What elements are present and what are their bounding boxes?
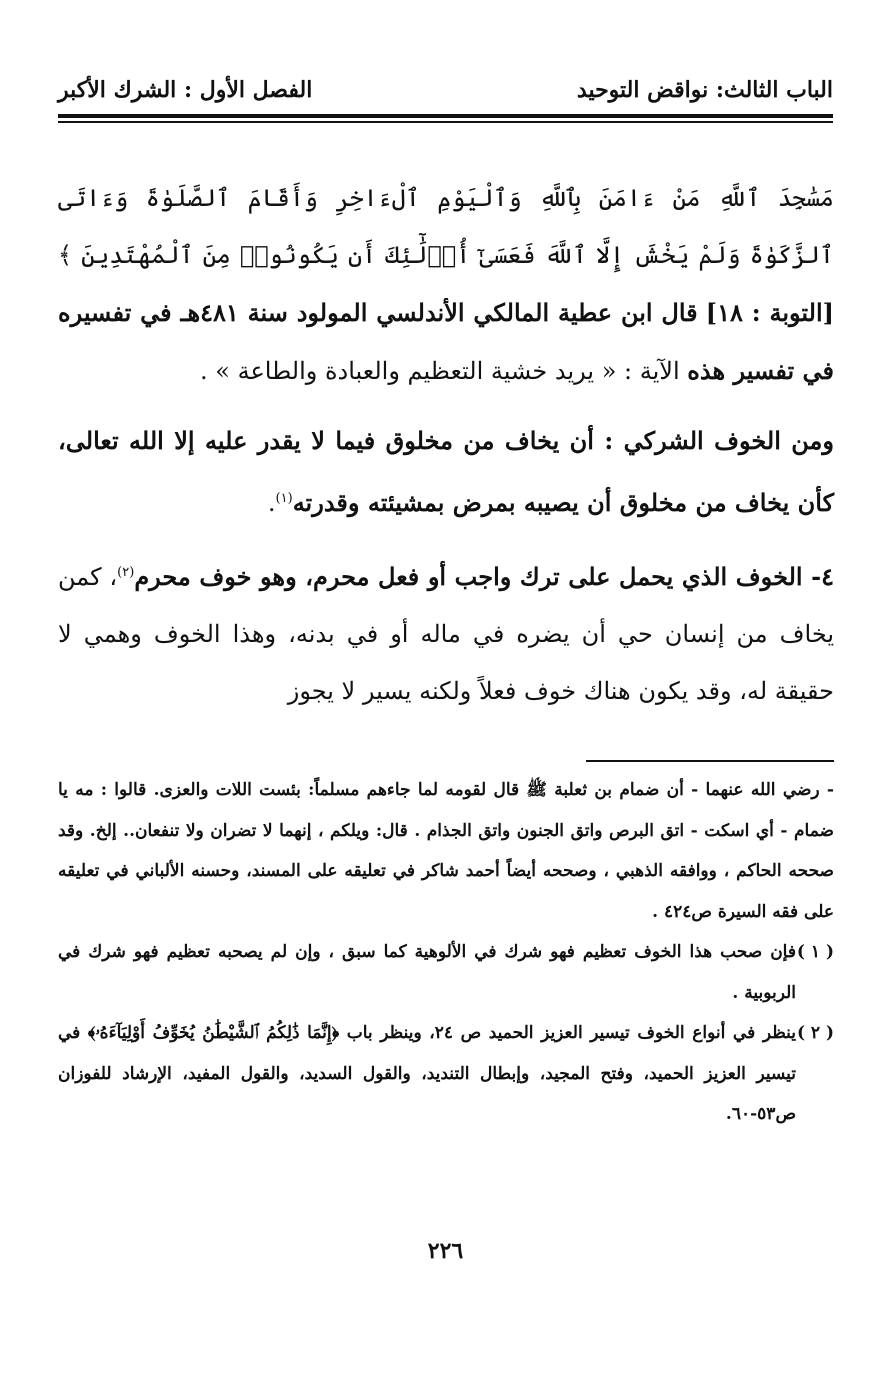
footnote-2-quran: ﴿إِنَّمَا ذَٰلِكُمُ ٱلشَّيْطَٰنُ يُخَوِّفُ أَوْلِيَآءَهُۥ﴾ (87, 1023, 340, 1043)
header-section-title: الفصل الأول : الشرك الأكبر (58, 77, 313, 103)
citation-quote: الآية : « يريد خشية التعظيم والعبادة والطاعة » . (200, 357, 680, 385)
forbidden-fear-text: ، كمن يخاف من إنسان حي أن يضره في ماله أو في بدنه، وهذا الخوف وهمي لا حقيقة له، وقد يكون هناك خوف فعلاً ولكنه يسير لا يجوز (58, 563, 834, 705)
header-chapter-title: الباب الثالث: نواقض التوحيد (576, 77, 833, 103)
footnote-1-number: ( ١ ) (796, 942, 834, 962)
footnotes (58, 770, 834, 1135)
running-header (58, 70, 833, 110)
footnote-2-text-a: ينظر في أنواع الخوف تيسير العزيز الحميد ص ٢٤، وينظر باب (346, 1023, 797, 1043)
page-number: ٢٢٦ (427, 1238, 464, 1264)
footnote-1 (58, 932, 834, 1013)
forbidden-fear-heading: ٤- الخوف الذي يحمل على ترك واجب أو فعل محرم، وهو خوف محرم (134, 562, 834, 591)
paragraph-forbidden-fear (58, 544, 834, 720)
footnote-ref-1: (١) (275, 491, 293, 506)
paragraph-quran-verse (58, 170, 834, 400)
footnote-separator (586, 760, 834, 762)
sentence-end: . (267, 489, 276, 517)
citation-intro: قال ابن عطية المالكي الأندلسي المولود سنة ٤٨١هـ في تفسيره في تفسير هذه (58, 298, 834, 385)
footnote-1-text: فإن صحب هذا الخوف تعظيم فهو شرك في الألوهية كما سبق ، وإن لم يصحبه تعظيم فهو شرك في الربوبية . (58, 942, 796, 1003)
quran-verse: مَسَٰجِدَ ٱللَّهِ مَنْ ءَامَنَ بِٱللَّهِ وَٱلْيَوْمِ ٱلْءَاخِرِ وَأَقَامَ ٱلصَّلَوٰةَ وَءَاتَى ٱلزَّكَوٰةَ وَلَمْ يَخْشَ إِلَّا ٱللَّهَ فَعَسَىٰٓ أُو۟لَٰٓئِكَ أَن يَكُونُوا۟ مِنَ ٱلْمُهْتَدِينَ ﴾ (58, 184, 834, 269)
paragraph-shirk-fear (58, 412, 834, 532)
footnote-2 (58, 1013, 834, 1135)
header-rule-thin (58, 121, 833, 123)
footnote-2-number: ( ٢ ) (796, 1023, 835, 1043)
shirk-fear-text: ومن الخوف الشركي : أن يخاف من مخلوق فيما لا يقدر عليه إلا الله تعالى، كأن يخاف من مخلوق أن يصيبه بمرض بمشيئته وقدرته (58, 426, 834, 517)
footnote-ref-2: (٢) (117, 565, 135, 580)
verse-reference: [التوبة : ١٨] (705, 298, 834, 327)
footnote-2-text-b: في تيسير العزيز الحميد، وفتح المجيد، وإبطال التنديد، والقول السديد، والقول المفيد، الإرشاد للفوزان ص٥٣-٦٠. (58, 1023, 796, 1124)
header-rule-thick (58, 114, 833, 118)
footnote-continuation: - رضي الله عنهما - أن ضمام بن ثعلبة ﷺ قال لقومه لما جاءهم مسلماً: بئست اللات والعزى. قالوا : مه يا ضمام - أي اسكت - اتق البرص واتق الجنون واتق الجذام . قال: ويلكم ، إنهما لا تضران ولا تنفعان.. إلخ. وقد صححه الحاكم ، ووافقه الذهبي ، وصححه أيضاً أحمد شاكر في تعليقه على المسند، وحسنه الألباني في تعليقه على فقه السيرة ص٤٢٤ . (58, 780, 834, 922)
main-text (58, 170, 834, 720)
